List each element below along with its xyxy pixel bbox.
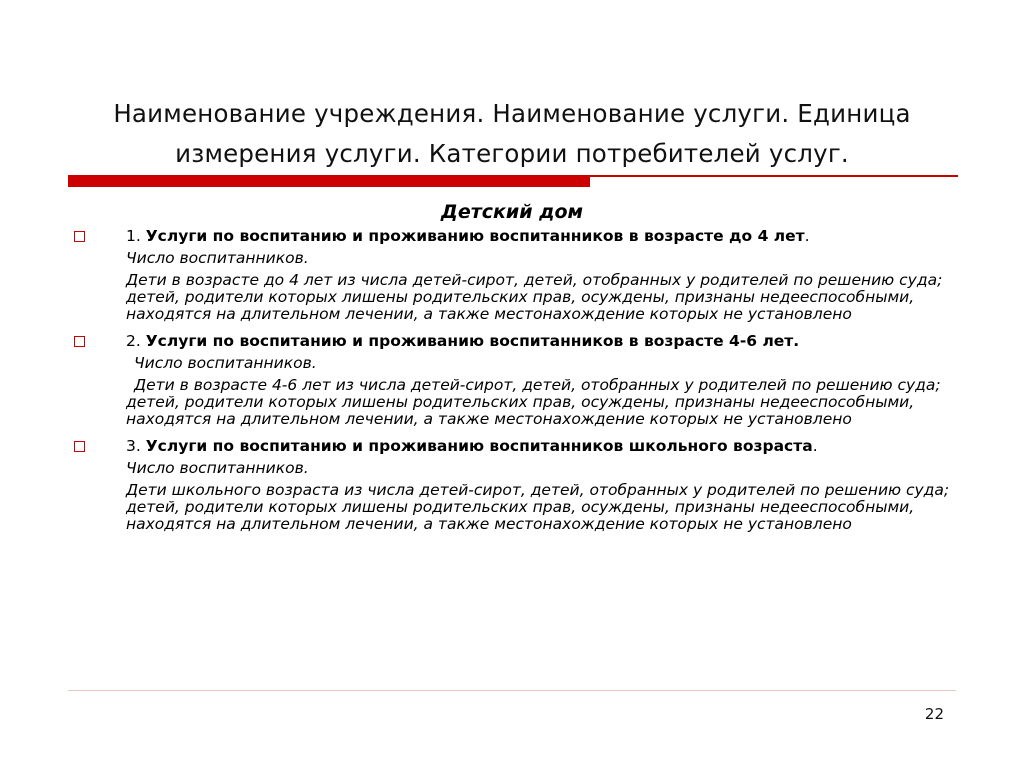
service-suffix: .	[812, 437, 818, 455]
page-number: 22	[924, 705, 944, 723]
footer-divider	[68, 690, 956, 691]
hollow-square-bullet-icon	[74, 231, 85, 242]
unit-of-measure: Число воспитанников.	[126, 459, 309, 477]
item-number: 1.	[126, 227, 141, 245]
consumer-category: Дети в возрасте до 4 лет из числа детей-сирот, детей, отобранных у родителей по решению суда; детей, родители которых лишены родительских прав, осуждены, признаны недееспособными, находятся на длительном лечении, а также местонахождение которых не установлено	[126, 271, 943, 323]
unit-of-measure: Число воспитанников.	[134, 354, 317, 372]
hollow-square-bullet-icon	[74, 336, 85, 347]
consumer-category-text: Дети в возрасте 4-6 лет из числа детей-сирот, детей, отобранных у родителей по решению суда; детей, родители которых лишены родительских прав, осуждены, признаны недееспособными, находятся на длительном лечении, а также местонахождение которых не установлено	[126, 376, 941, 428]
list-item	[74, 224, 954, 323]
service-name: Услуги по воспитанию и проживанию воспитанников школьного возраста	[145, 437, 813, 455]
list-item	[74, 329, 954, 428]
list-item	[74, 434, 954, 533]
consumer-category: Дети школьного возраста из числа детей-сирот, детей, отобранных у родителей по решению суда; детей, родители которых лишены родительских прав, осуждены, признаны недееспособными, находятся на длительном лечении, а также местонахождение которых не установлено	[126, 481, 950, 533]
service-name: Услуги по воспитанию и проживанию воспитанников в возрасте 4-6 лет.	[145, 332, 800, 350]
slide-title: Наименование учреждения. Наименование услуги. Единица измерения услуги. Категории потребителей услуг.	[113, 99, 911, 168]
unit-of-measure: Число воспитанников.	[126, 249, 309, 267]
service-list	[74, 224, 954, 533]
service-suffix: .	[804, 227, 810, 245]
item-number: 2.	[126, 332, 141, 350]
service-name: Услуги по воспитанию и проживанию воспитанников в возрасте до 4 лет	[145, 227, 805, 245]
service-title	[126, 434, 954, 455]
title-underline-thick	[68, 175, 590, 187]
consumer-category	[126, 377, 954, 428]
service-title	[126, 329, 954, 350]
section-heading: Детский дом	[440, 201, 584, 223]
service-title	[126, 224, 954, 245]
title-underline-thin	[590, 175, 958, 177]
item-number: 3.	[126, 437, 141, 455]
hollow-square-bullet-icon	[74, 441, 85, 452]
